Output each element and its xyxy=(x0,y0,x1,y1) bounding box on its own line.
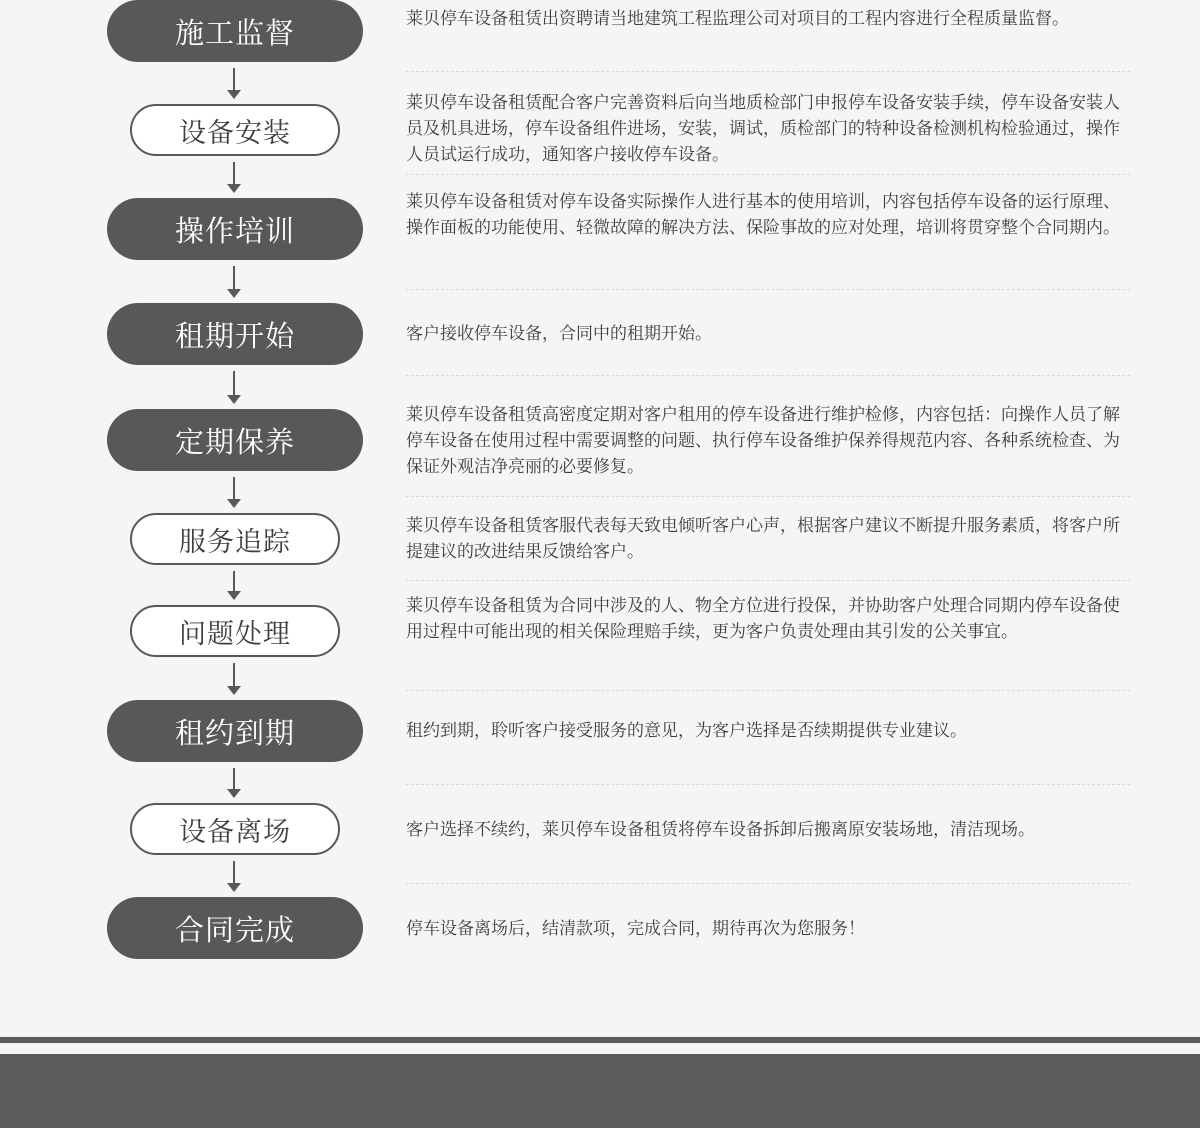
step-1-description: 莱贝停车设备租赁出资聘请当地建筑工程监理公司对项目的工程内容进行全程质量监督。 xyxy=(406,9,1069,29)
dashed-divider xyxy=(406,690,1130,691)
flow-arrow-icon xyxy=(227,861,241,892)
step-1-pill: 施工监督 xyxy=(107,0,363,62)
dashed-divider xyxy=(406,71,1130,72)
step-5-pill: 定期保养 xyxy=(107,409,363,471)
step-9-description: 客户选择不续约，莱贝停车设备租赁将停车设备拆卸后搬离原安装场地，清洁现场。 xyxy=(406,820,1035,840)
step-5-description: 莱贝停车设备租赁高密度定期对客户租用的停车设备进行维护检修，内容包括：向操作人员了解停车设备在使用过程中需要调整的问题、执行停车设备维护保养得规范内容、各种系统检查、为保证外观洁净亮丽的必要修复。 xyxy=(406,405,1120,477)
flow-arrow-icon xyxy=(227,663,241,695)
step-2-description: 莱贝停车设备租赁配合客户完善资料后向当地质检部门申报停车设备安装手续，停车设备安装人员及机具进场，停车设备组件进场，安装，调试，质检部门的特种设备检测机构检验通过，操作人员试运行成功，通知客户接收停车设备。 xyxy=(406,93,1120,165)
flow-arrow-icon xyxy=(227,477,241,508)
footer-band xyxy=(0,1054,1200,1128)
flow-arrow-icon xyxy=(227,162,241,193)
dashed-divider xyxy=(406,883,1130,884)
dashed-divider xyxy=(406,580,1130,581)
footer-divider xyxy=(0,1037,1200,1043)
flow-arrow-icon xyxy=(227,371,241,404)
step-4-pill: 租期开始 xyxy=(107,303,363,365)
step-10-pill: 合同完成 xyxy=(107,897,363,959)
step-10-description: 停车设备离场后，结清款项，完成合同，期待再次为您服务！ xyxy=(406,919,865,939)
step-8-description: 租约到期，聆听客户接受服务的意见，为客户选择是否续期提供专业建议。 xyxy=(406,721,967,741)
step-7-description: 莱贝停车设备租赁为合同中涉及的人、物全方位进行投保，并协助客户处理合同期内停车设备使用过程中可能出现的相关保险理赔手续，更为客户负责处理由其引发的公关事宜。 xyxy=(406,596,1120,642)
step-3-description: 莱贝停车设备租赁对停车设备实际操作人进行基本的使用培训，内容包括停车设备的运行原理、操作面板的功能使用、轻微故障的解决方法、保险事故的应对处理，培训将贯穿整个合同期内。 xyxy=(406,192,1120,238)
step-6-description: 莱贝停车设备租赁客服代表每天致电倾听客户心声，根据客户建议不断提升服务素质，将客户所提建议的改进结果反馈给客户。 xyxy=(406,516,1120,562)
step-3-pill: 操作培训 xyxy=(107,198,363,260)
step-8-pill: 租约到期 xyxy=(107,700,363,762)
dashed-divider xyxy=(406,289,1130,290)
step-6-pill: 服务追踪 xyxy=(130,513,340,565)
flow-arrow-icon xyxy=(227,266,241,298)
flow-arrow-icon xyxy=(227,768,241,798)
flow-arrow-icon xyxy=(227,68,241,99)
dashed-divider xyxy=(406,174,1130,175)
flow-arrow-icon xyxy=(227,571,241,600)
step-9-pill: 设备离场 xyxy=(130,803,340,855)
dashed-divider xyxy=(406,784,1130,785)
step-7-pill: 问题处理 xyxy=(130,605,340,657)
dashed-divider xyxy=(406,496,1130,497)
dashed-divider xyxy=(406,375,1130,376)
step-4-description: 客户接收停车设备，合同中的租期开始。 xyxy=(406,324,712,344)
step-2-pill: 设备安装 xyxy=(130,104,340,156)
